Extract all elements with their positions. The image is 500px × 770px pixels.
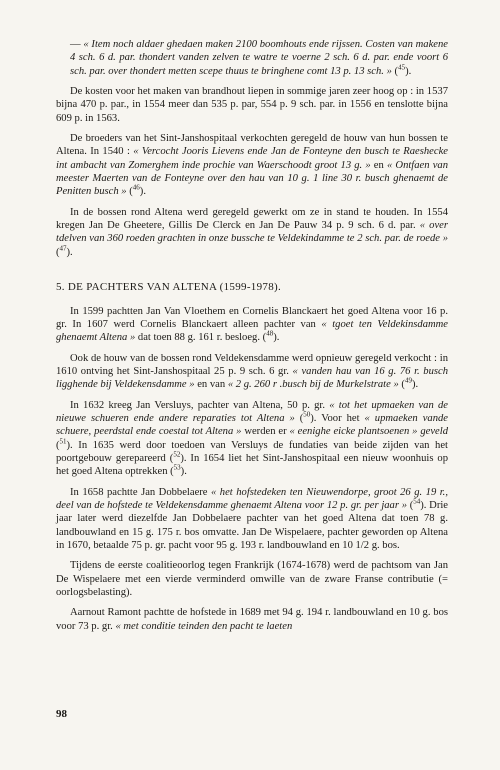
paragraph-q5 (56, 559, 448, 599)
text-run: In 1599 pachtten Jan Van Vloethem en Cornelis Blanckaert het goed Altena voor 16 p. gr. In 1607 werd Cornelis Blanckaert alleen pachter van (56, 305, 448, 330)
section-heading: 5. DE PACHTERS VAN ALTENA (1599-1978). (56, 281, 282, 294)
text-run: ). (411, 379, 419, 391)
quoted-text: « tgoet ten Veldekinsdamme ghenaemt Altena » (56, 318, 449, 344)
quoted-text: « upmaeken vande schuere, peerdstal ende coestal tot Altena » (56, 412, 448, 438)
text-run: ). In 1654 liet het Sint-Janshospitaal een nieuw woonhuis op het goed Altena optrekken ( (56, 452, 448, 478)
paragraph-q6 (56, 606, 448, 633)
text-run: Aarnout Ramont pachtte de hofstede in 1689 met 94 g. 194 r. landbouwland en 10 g. bos voor 73 p. gr. (56, 607, 448, 632)
quoted-text: « eenighe eicke plantsoenen » geveld (289, 426, 448, 438)
footnote-ref: 45 (398, 63, 406, 72)
text-run: ( (56, 439, 60, 451)
text-run: en (370, 159, 387, 171)
footnote-ref: 49 (404, 376, 412, 385)
text-run: ( (294, 412, 304, 424)
text-run: en van (194, 379, 228, 391)
text-run: — (70, 39, 84, 50)
footnote-ref: 52 (173, 450, 181, 459)
quoted-text: « 2 g. 260 r .busch bij de Murkelstrate » (227, 379, 399, 391)
document-page (56, 38, 448, 640)
text-run: Ook de houw van de bossen rond Veldekensdamme werd opnieuw geregeld verkocht : in 1610 ontving het Sint-Janshospitaal 25 p. 9 sch. 6 gr. (56, 352, 448, 377)
text-run: ). Drie jaar later werd diezelfde Jan Dobbelaere pachter van het goed Altena dat toen 78 g. landbouwland en 15 g. 175 r. bos omvatte. Jan De Wispelaere, pachter geworden op Altena in 1670, betaalde 75 p. gr. pacht voor 95 g. 193 r. landbouwland en 10 1/2 g. bos. (56, 499, 448, 551)
paragraph-p2 (56, 85, 448, 125)
text-run: ( (126, 186, 133, 198)
footnote-ref: 50 (303, 410, 311, 419)
quoted-text: « tot het upmaeken van de nieuwe schueren ende andere reparaties tot Altena » (56, 399, 448, 424)
quoted-text: « vanden hau van 16 g. 76 r. busch ligghende bij Veldekensdamme » (56, 365, 448, 391)
text-run: In de bossen rond Altena werd geregeld gewerkt om ze in stand te houden. In 1554 kregen Jan De Gheetere, Gillis De Clerck en Jan De Pauw 34 p. 9 sch. 6 d. par. (56, 206, 448, 232)
paragraph-p3 (56, 132, 448, 199)
quoted-text: « het hofstedeken ten Nieuwendorpe, groot 26 g. 19 r., deel van de hofstede te Veldekensdamme ghenaemt Altena voor 12 p. gr. per jaar » (56, 486, 448, 511)
text-run: ). (273, 332, 280, 344)
text-run: ). (180, 466, 187, 478)
body-text-section-1 (56, 38, 448, 259)
quoted-text: « Item noch aldaer ghedaen maken 2100 boomhouts ende rijssen. Costen van makene 4 sch. 6 d. par. thondert vanden zelven te watre te voerne 2 sch. 6 d. par. ende voort 6 sch. par. over thondert metten scepe thuus te bringhene comt 13 p. 13 sch. » (70, 39, 448, 77)
paragraph-q1 (56, 305, 448, 345)
footnote-ref: 54 (413, 497, 421, 506)
text-run: In 1658 pachtte Jan Dobbelaere (70, 486, 211, 498)
text-run: dat toen 88 g. 161 r. besloeg. ( (135, 332, 267, 344)
text-run: ). (139, 186, 146, 198)
footnote-ref: 47 (59, 244, 67, 253)
quoted-text: « Vercocht Jooris Lievens ende Jan de Fonteyne den busch te Raeshecke int ambacht van Zomerghem inde prochie van Waerschoodt groot 13 g. » (56, 146, 448, 171)
text-run: ). (405, 65, 412, 77)
text-run: Tijdens de eerste coalitieoorlog tegen Frankrijk (1674-1678) werd de pachtsom van Jan De Wispelaere met een vierde verminderd omwille van de zware Franse contributie (= oorlogsbelasting). (56, 560, 448, 599)
text-run: ). (66, 246, 73, 258)
footnote-ref: 51 (59, 437, 67, 446)
paragraph-p1 (56, 38, 448, 78)
text-run: In 1632 kreeg Jan Versluys, pachter van Altena, 50 p. gr. (70, 399, 330, 411)
paragraph-q4 (56, 486, 448, 553)
quoted-text: « met conditie teinden den pacht te laeten (115, 620, 293, 632)
body-text-section-2 (56, 305, 448, 634)
text-run: De kosten voor het maken van brandhout liepen in sommige jaren zeer hoog op : in 1537 bijna 470 p. par., in 1554 meer dan 535 p. par, 554 p. 9 sch. par. in 1556 en tenslotte bijna 609 p. in 1563. (56, 86, 448, 124)
text-run: ( (398, 379, 405, 391)
text-run: ( (407, 499, 414, 511)
paragraph-q3 (56, 399, 448, 479)
quoted-text: « Ontfaen van meester Maerten van de Fonteyne over den hau van 10 g. 1 line 30 r. busch ghenaemt de Penitten busch » (56, 159, 448, 198)
text-run: ). Voor het (310, 412, 365, 424)
text-run: ( (391, 65, 399, 77)
text-run: De broeders van het Sint-Janshospitaal verkochten geregeld de houw van hun bossen te Altena. In 1540 : (56, 133, 448, 158)
text-run: ( (56, 246, 60, 258)
quoted-text: « over tdelven van 360 roeden grachten in onze bussche te Veldekindamme te 2 sch. par. de roede » (56, 220, 448, 245)
footnote-ref: 46 (132, 183, 140, 192)
page-number: 98 (56, 708, 67, 720)
footnote-ref: 48 (266, 329, 274, 338)
text-run: ). In 1635 werd door toedoen van Versluys de fundaties van beide zijden van het poortgebouw gerepareerd ( (56, 439, 448, 464)
text-run: werden er (241, 426, 290, 438)
footnote-ref: 53 (173, 463, 181, 472)
paragraph-q2 (56, 352, 448, 392)
paragraph-p4 (56, 206, 448, 259)
